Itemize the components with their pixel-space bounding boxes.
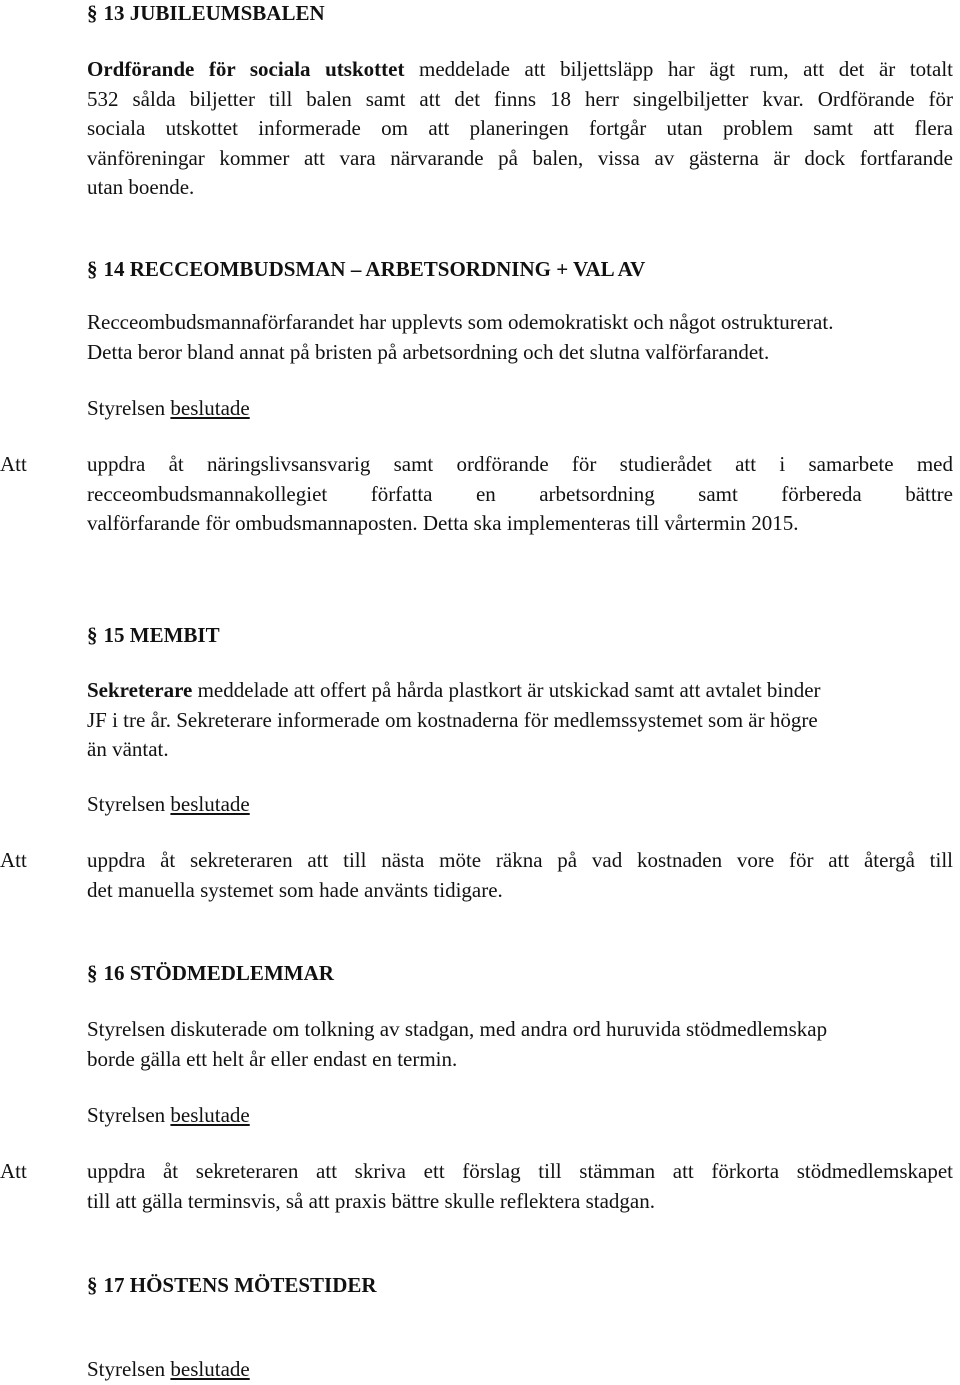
paragraph-line: 532 sålda biljetter till balen samt att det finns 18 herr singelbiljetter kvar. Ordförande för [87, 86, 953, 111]
section-16-att-row [0, 1157, 960, 1217]
heading-text: 14 RECCEOMBUDSMAN – ARBETSORDNING + VAL AV [103, 257, 646, 281]
decision-word: beslutade [170, 1103, 250, 1127]
paragraph-line: Detta beror bland annat på bristen på arbetsordning och det slutna valförfarandet. [87, 339, 770, 364]
att-line: uppdra åt sekreteraren att skriva ett förslag till stämman att förkorta stödmedlemskapet [87, 1159, 953, 1183]
att-label: Att [0, 452, 27, 476]
section-17-decision: Styrelsen beslutade [87, 1357, 250, 1381]
section-13-heading [87, 0, 953, 26]
att-line: det manuella systemet som hade använts tidigare. [87, 877, 503, 902]
section-15-paragraph [87, 676, 953, 765]
paragraph-line: Ordförande för sociala utskottet meddelade att biljettsläpp har ägt rum, att det är totalt [87, 57, 953, 81]
att-label: Att [0, 848, 27, 872]
paragraph-line: sociala utskottet informerade om att planeringen fortgår utan problem samt att flera [87, 116, 953, 140]
section-15-decision: Styrelsen beslutade [87, 792, 250, 816]
paragraph-line: Recceombudsmannaförfarandet har upplevts som odemokratiskt och något ostrukturerat. [87, 310, 834, 334]
section-symbol: § [87, 1, 98, 25]
heading-text: 17 HÖSTENS MÖTESTIDER [103, 1273, 377, 1297]
att-text [87, 1157, 953, 1216]
heading-text: 15 MEMBIT [103, 623, 220, 647]
att-text [87, 846, 953, 905]
att-line: uppdra åt sekreteraren att till nästa möte räkna på vad kostnaden vore för att återgå till [87, 848, 953, 872]
section-symbol: § [87, 1273, 98, 1297]
section-16-paragraph [87, 1015, 953, 1074]
paragraph-line: Sekreterare meddelade att offert på hårda plastkort är utskickad samt att avtalet binder [87, 678, 821, 702]
decision-word: beslutade [170, 792, 250, 816]
section-16-heading [87, 960, 953, 986]
paragraph-line: än väntat. [87, 737, 169, 761]
att-text [87, 450, 953, 539]
heading-text: 16 STÖDMEDLEMMAR [103, 961, 334, 985]
section-13-paragraph [87, 55, 953, 203]
section-14-heading [87, 256, 953, 282]
paragraph-line: vänföreningar kommer att vara närvarande på balen, vissa av gästerna är dock fortfarande [87, 145, 953, 170]
att-line: till att gälla terminsvis, så att praxis bättre skulle reflektera stadgan. [87, 1188, 655, 1213]
section-16-decision: Styrelsen beslutade [87, 1103, 250, 1127]
section-symbol: § [87, 257, 98, 281]
att-label: Att [0, 1159, 27, 1183]
decision-word: beslutade [170, 1357, 250, 1381]
section-14-att-row [0, 450, 960, 540]
paragraph-line: JF i tre år. Sekreterare informerade om kostnaderna för medlemssystemet som är högre [87, 707, 818, 732]
section-14-paragraph [87, 308, 953, 367]
paragraph-line: Styrelsen diskuterade om tolkning av stadgan, med andra ord huruvida stödmedlemskap [87, 1017, 828, 1041]
section-symbol: § [87, 623, 98, 647]
section-14-decision: Styrelsen beslutade [87, 396, 250, 420]
att-line: recceombudsmannakollegiet författa en arbetsordning samt förbereda bättre [87, 481, 953, 506]
decision-word: beslutade [170, 396, 250, 420]
paragraph-lead: Ordförande för sociala utskottet [87, 57, 405, 81]
section-symbol: § [87, 961, 98, 985]
section-15-att-row [0, 846, 960, 906]
heading-text: 13 JUBILEUMSBALEN [103, 1, 325, 25]
att-line: valförfarande för ombudsmannaposten. Detta ska implementeras till vårtermin 2015. [87, 511, 799, 535]
paragraph-line: borde gälla ett helt år eller endast en termin. [87, 1046, 458, 1071]
att-line: uppdra åt näringslivsansvarig samt ordförande för studierådet att i samarbete med [87, 452, 953, 476]
paragraph-lead: Sekreterare [87, 678, 193, 702]
paragraph-line: utan boende. [87, 175, 195, 199]
section-17-heading [87, 1272, 953, 1298]
section-15-heading [87, 622, 953, 648]
